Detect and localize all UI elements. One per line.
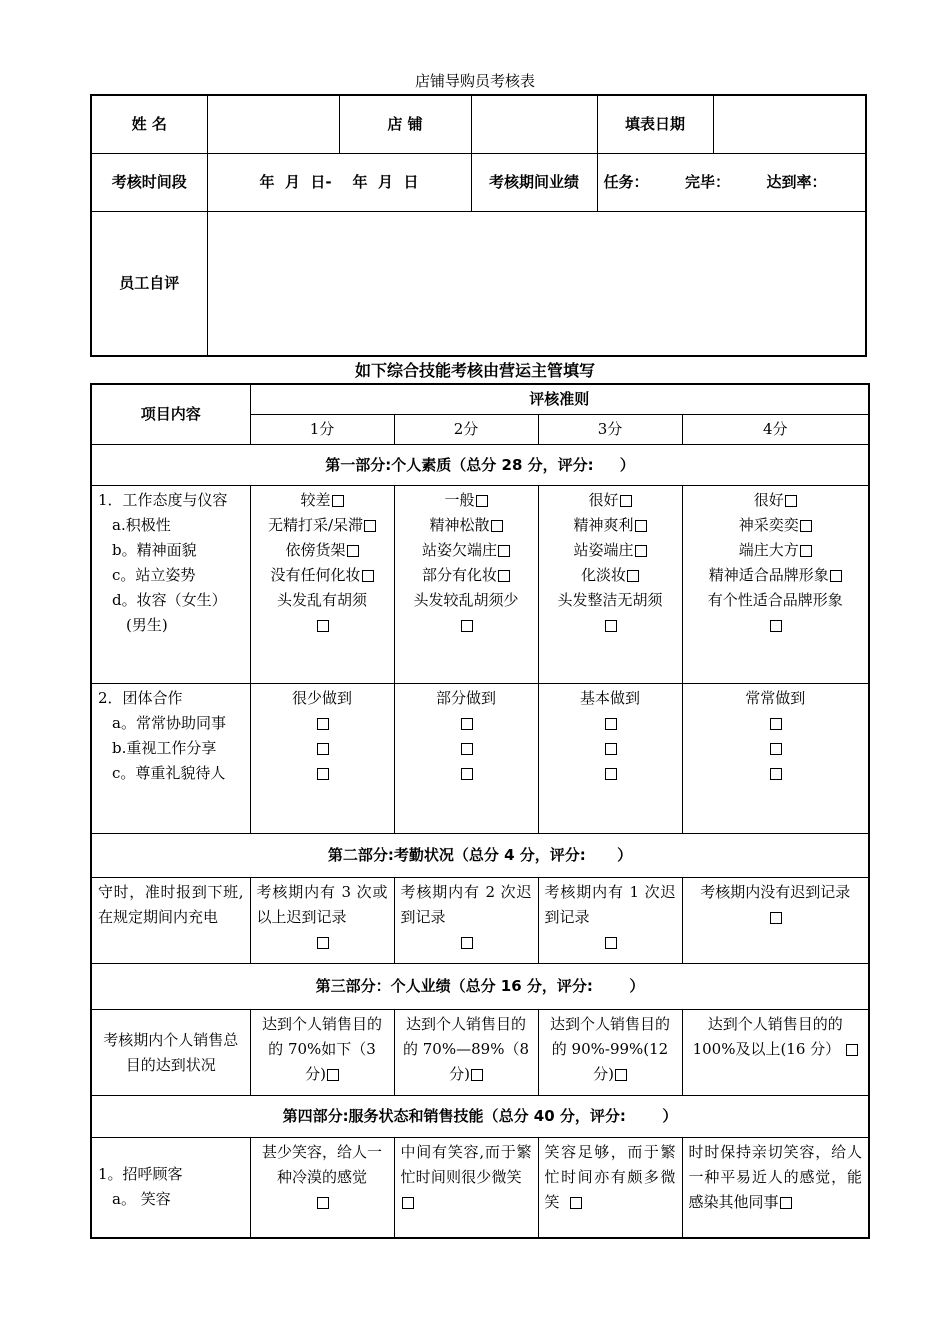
option-text: 没有任何化妆 — [270, 566, 361, 584]
attendance-item: 守时，准时报到下班,在规定期间内充电 — [91, 878, 250, 964]
greeting-item-title: 1。招呼顾客 — [98, 1165, 183, 1184]
checkbox[interactable] — [461, 743, 473, 755]
option-text: 部分有化妆 — [421, 566, 497, 584]
option-text: 站姿端庄 — [573, 541, 634, 559]
score-4-header: 4分 — [682, 415, 869, 445]
checkbox[interactable] — [317, 768, 329, 780]
sales-score-4 — [682, 1010, 869, 1096]
q2-score-4 — [682, 684, 869, 834]
checkbox[interactable] — [800, 520, 812, 532]
self-eval-field[interactable] — [207, 211, 866, 356]
option-text: 常常做到 — [745, 689, 806, 707]
attendance-score-2 — [394, 878, 538, 964]
attendance-score-3 — [538, 878, 682, 964]
option-text: 中间有笑容,而于繁忙时间则很少微笑 — [400, 1143, 532, 1186]
option-text: 精神爽利 — [573, 516, 634, 534]
self-eval-label: 员工自评 — [91, 211, 207, 356]
attendance-score-1 — [250, 878, 394, 964]
checkbox[interactable] — [476, 495, 488, 507]
checkbox[interactable] — [770, 768, 782, 780]
performance-label: 考核期间业绩 — [471, 153, 597, 211]
option-text: 达到个人销售目的的 90%-99%(12 分) — [549, 1015, 670, 1083]
option-text: 很好 — [753, 491, 784, 509]
period-field[interactable]: 年 月 日- 年 月 日 — [207, 153, 471, 211]
checkbox[interactable] — [362, 570, 374, 582]
q2-item-title: 2．团体合作 — [98, 689, 183, 707]
option-text: 化淡妆 — [580, 566, 626, 584]
checkbox[interactable] — [770, 743, 782, 755]
checkbox[interactable] — [461, 718, 473, 730]
checkbox[interactable] — [461, 620, 473, 632]
greeting-score-2 — [394, 1138, 538, 1238]
criteria-header: 评核准则 — [250, 384, 869, 415]
checkbox[interactable] — [317, 718, 329, 730]
checkbox[interactable] — [620, 495, 632, 507]
fill-date-field[interactable] — [713, 95, 866, 153]
q1-score-2 — [394, 486, 538, 684]
done-label: 完毕： — [684, 172, 730, 191]
checkbox[interactable] — [317, 937, 329, 949]
q1-item-d: d。妆容（女生） — [112, 591, 227, 609]
option-text: 达到个人销售目的的 70%—89%（8 分) — [403, 1015, 529, 1083]
part4-title: 第四部分:服务状态和销售技能（总分 40 分，评分: ） — [91, 1096, 869, 1138]
store-field[interactable] — [471, 95, 597, 153]
checkbox[interactable] — [570, 1197, 582, 1209]
task-label: 任务： — [603, 172, 649, 191]
option-text: 考核期内有 3 次或以上迟到记录 — [256, 883, 388, 926]
q1-score-3 — [538, 486, 682, 684]
score-1-header: 1分 — [250, 415, 394, 445]
option-text: 有个性适合品牌形象 — [707, 591, 843, 609]
name-label: 姓 名 — [91, 95, 207, 153]
checkbox[interactable] — [785, 495, 797, 507]
option-text: 头发乱有胡须 — [276, 591, 367, 609]
q1-item-b: b。精神面貌 — [112, 541, 197, 559]
form-title: 店铺导购员考核表 — [414, 72, 535, 90]
q2-score-3 — [538, 684, 682, 834]
checkbox[interactable] — [846, 1044, 858, 1056]
option-text: 一般 — [444, 491, 475, 509]
checkbox[interactable] — [800, 545, 812, 557]
checkbox[interactable] — [491, 520, 503, 532]
q1-item-title: 1．工作态度与仪容 — [98, 491, 228, 509]
checkbox[interactable] — [364, 520, 376, 532]
option-text: 依傍货架 — [285, 541, 346, 559]
option-text: 精神适合品牌形象 — [708, 566, 829, 584]
option-text: 时时保持亲切笑容，给人一种平易近人的感觉，能感染其他同事 — [688, 1143, 863, 1211]
item-content-header: 项目内容 — [91, 384, 250, 445]
checkbox[interactable] — [635, 545, 647, 557]
checkbox[interactable] — [461, 937, 473, 949]
checkbox[interactable] — [347, 545, 359, 557]
option-text: 精神松散 — [429, 516, 490, 534]
checkbox[interactable] — [317, 620, 329, 632]
option-text: 考核期内有 2 次迟到记录 — [400, 883, 532, 926]
q1-score-1 — [250, 486, 394, 684]
checkbox[interactable] — [498, 545, 510, 557]
skills-assessment-table — [90, 383, 870, 1239]
option-text: 站姿欠端庄 — [421, 541, 497, 559]
option-text: 达到个人销售目的的 100%及以上(16 分） — [692, 1015, 843, 1058]
score-3-header: 3分 — [538, 415, 682, 445]
checkbox[interactable] — [332, 495, 344, 507]
q1-item — [91, 486, 250, 684]
greeting-item — [91, 1138, 250, 1238]
greeting-score-4 — [682, 1138, 869, 1238]
rate-label: 达到率： — [766, 172, 827, 191]
option-text: 无精打采/呆滞 — [267, 516, 364, 534]
score-2-header: 2分 — [394, 415, 538, 445]
option-text: 笑容足够，而于繁忙时间亦有颇多微笑 — [544, 1143, 676, 1211]
greeting-item-a: a。 笑容 — [112, 1190, 171, 1209]
checkbox[interactable] — [471, 1069, 483, 1081]
greeting-score-1 — [250, 1138, 394, 1238]
checkbox[interactable] — [635, 520, 647, 532]
sales-score-3 — [538, 1010, 682, 1096]
option-text: 很好 — [588, 491, 619, 509]
fill-date-label: 填表日期 — [597, 95, 713, 153]
checkbox[interactable] — [402, 1197, 414, 1209]
checkbox[interactable] — [605, 768, 617, 780]
greeting-score-3 — [538, 1138, 682, 1238]
checkbox[interactable] — [627, 570, 639, 582]
period-label: 考核时间段 — [91, 153, 207, 211]
checkbox[interactable] — [605, 718, 617, 730]
checkbox[interactable] — [780, 1197, 792, 1209]
checkbox[interactable] — [498, 570, 510, 582]
sales-score-2 — [394, 1010, 538, 1096]
option-text: 头发较乱胡须少 — [413, 591, 519, 609]
checkbox[interactable] — [605, 937, 617, 949]
option-text: 很少做到 — [291, 689, 352, 707]
option-text: 部分做到 — [435, 689, 496, 707]
option-text: 基本做到 — [579, 689, 640, 707]
option-text: 达到个人销售目的的 70%如下（3 分) — [261, 1015, 382, 1083]
checkbox[interactable] — [317, 743, 329, 755]
checkbox[interactable] — [770, 718, 782, 730]
checkbox[interactable] — [770, 620, 782, 632]
q2-item — [91, 684, 250, 834]
option-text: 甚少笑容，给人一种冷漠的感觉 — [261, 1143, 382, 1186]
q2-score-2 — [394, 684, 538, 834]
part1-title: 第一部分:个人素质（总分 28 分，评分: ） — [91, 445, 869, 486]
checkbox[interactable] — [830, 570, 842, 582]
checkbox[interactable] — [770, 912, 782, 924]
attendance-score-4 — [682, 878, 869, 964]
q1-score-4 — [682, 486, 869, 684]
store-label: 店 铺 — [339, 95, 471, 153]
option-text: 考核期内没有迟到记录 — [700, 883, 851, 901]
option-text: 较差 — [300, 491, 331, 509]
option-text: 头发整洁无胡须 — [557, 591, 663, 609]
checkbox[interactable] — [605, 620, 617, 632]
option-text: 神采奕奕 — [738, 516, 799, 534]
checkbox[interactable] — [615, 1069, 627, 1081]
sales-score-1 — [250, 1010, 394, 1096]
section-subtitle: 如下综合技能考核由营运主管填写 — [354, 361, 595, 380]
performance-field[interactable] — [597, 153, 866, 211]
part3-title: 第三部分：个人业绩（总分 16 分，评分: ） — [91, 964, 869, 1010]
part2-title: 第二部分:考勤状况（总分 4 分，评分: ） — [91, 834, 869, 878]
q2-item-b: b.重视工作分享 — [112, 739, 217, 757]
q2-item-c: c。尊重礼貌待人 — [112, 764, 226, 782]
sales-item: 考核期内个人销售总目的达到状况 — [91, 1010, 250, 1096]
q2-item-a: a。常常协助同事 — [112, 714, 226, 732]
checkbox[interactable] — [605, 743, 617, 755]
option-text: 考核期内有 1 次迟到记录 — [544, 883, 676, 926]
q1-item-male: (男生) — [126, 616, 168, 634]
q1-item-c: c。站立姿势 — [112, 566, 196, 584]
option-text: 端庄大方 — [738, 541, 799, 559]
checkbox[interactable] — [327, 1069, 339, 1081]
checkbox[interactable] — [461, 768, 473, 780]
q2-score-1 — [250, 684, 394, 834]
employee-info-table — [90, 94, 867, 357]
q1-item-a: a.积极性 — [112, 516, 171, 534]
checkbox[interactable] — [317, 1197, 329, 1209]
name-field[interactable] — [207, 95, 339, 153]
